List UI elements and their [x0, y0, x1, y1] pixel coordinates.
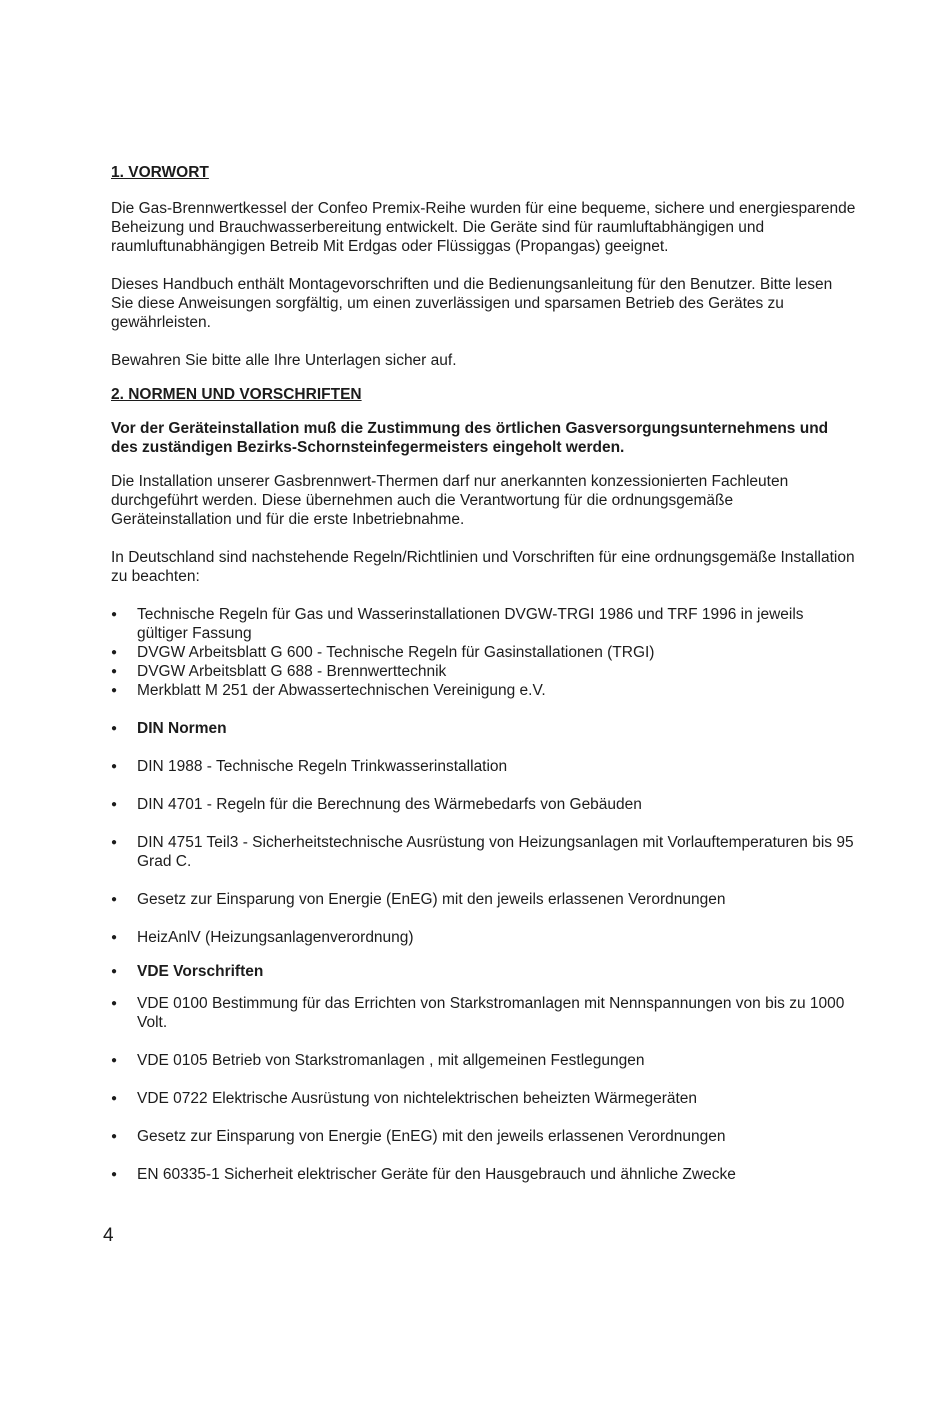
list-item: ● Gesetz zur Einsparung von Energie (EnEG) mit den jeweils erlassenen Verordnungen: [111, 1127, 856, 1146]
list-item: ● DIN 4751 Teil3 - Sicherheitstechnische Ausrüstung von Heizungsanlagen mit Vorlauftemperaturen bis 95 Grad C.: [111, 833, 856, 871]
list-item: ● Gesetz zur Einsparung von Energie (EnEG) mit den jeweils erlassenen Verordnungen: [111, 890, 856, 909]
list-item-din-normen: ● DIN Normen: [111, 719, 856, 738]
paragraph: Die Installation unserer Gasbrennwert-Thermen darf nur anerkannten konzessionierten Fachleuten durchgeführt werden. Diese übernehmen auch die Verantwortung für die ordnungsgemäße Geräteinstallation und für die erste Inbetriebnahme.: [111, 473, 789, 528]
list-item: ● DVGW Arbeitsblatt G 688 - Brennwerttechnik: [111, 662, 856, 681]
list-item: ● VDE 0105 Betrieb von Starkstromanlagen , mit allgemeinen Festlegungen: [111, 1051, 856, 1070]
paragraph: Dieses Handbuch enthält Montagevorschriften und die Bedienungsanleitung für den Benutzer. Bitte lesen Sie diese Anweisungen sorgfältig, um einen zuverlässigen und sparsamen Betrieb des Gerätes zu gewährleisten.: [111, 276, 833, 331]
list-item: ● DIN 1988 - Technische Regeln Trinkwasserinstallation: [111, 757, 856, 776]
section-heading-normen: 2. NORMEN UND VORSCHRIFTEN: [111, 386, 362, 403]
paragraph: In Deutschland sind nachstehende Regeln/Richtlinien und Vorschriften für eine ordnungsgemäße Installation zu beachten:: [111, 549, 855, 585]
regulations-list: [111, 605, 856, 1184]
list-item: ● VDE 0100 Bestimmung für das Errichten von Starkstromanlagen mit Nennspannungen von bis zu 1000 Volt.: [111, 994, 856, 1032]
list-item-vde-vorschriften: ● VDE Vorschriften: [111, 962, 856, 981]
list-item: ● DVGW Arbeitsblatt G 600 - Technische Regeln für Gasinstallationen (TRGI): [111, 643, 856, 662]
list-item: ● HeizAnlV (Heizungsanlagenverordnung): [111, 928, 856, 947]
list-item: ● EN 60335-1 Sicherheit elektrischer Geräte für den Hausgebrauch und ähnliche Zwecke: [111, 1165, 856, 1184]
list-item: ● DIN 4701 - Regeln für die Berechnung des Wärmebedarfs von Gebäuden: [111, 795, 856, 814]
document-page: [111, 163, 856, 1184]
list-item: ● VDE 0722 Elektrische Ausrüstung von nichtelektrischen beheizten Wärmegeräten: [111, 1089, 856, 1108]
bold-notice: Vor der Geräteinstallation muß die Zustimmung des örtlichen Gasversorgungsunternehmens und des zuständigen Bezirks-Schornsteinfegermeisters eingeholt werden.: [111, 420, 829, 456]
paragraph: Die Gas-Brennwertkessel der Confeo Premix-Reihe wurden für eine bequeme, sichere und energiesparende Beheizung und Brauchwasserbereitung entwickelt. Die Geräte sind für raumluftabhängigen und raumluftunabhängigen Betreib Mit Erdgas oder Flüssiggas (Propangas) geeignet.: [111, 200, 856, 255]
section-heading-vorwort: 1. VORWORT: [111, 164, 209, 181]
paragraph: Bewahren Sie bitte alle Ihre Unterlagen sicher auf.: [111, 352, 457, 369]
list-item: ● Technische Regeln für Gas und Wasserinstallationen DVGW-TRGI 1986 und TRF 1996 in jeweils gültiger Fassung: [111, 605, 856, 643]
page-number: 4: [103, 1225, 114, 1246]
list-item: ● Merkblatt M 251 der Abwassertechnischen Vereinigung e.V.: [111, 681, 856, 700]
